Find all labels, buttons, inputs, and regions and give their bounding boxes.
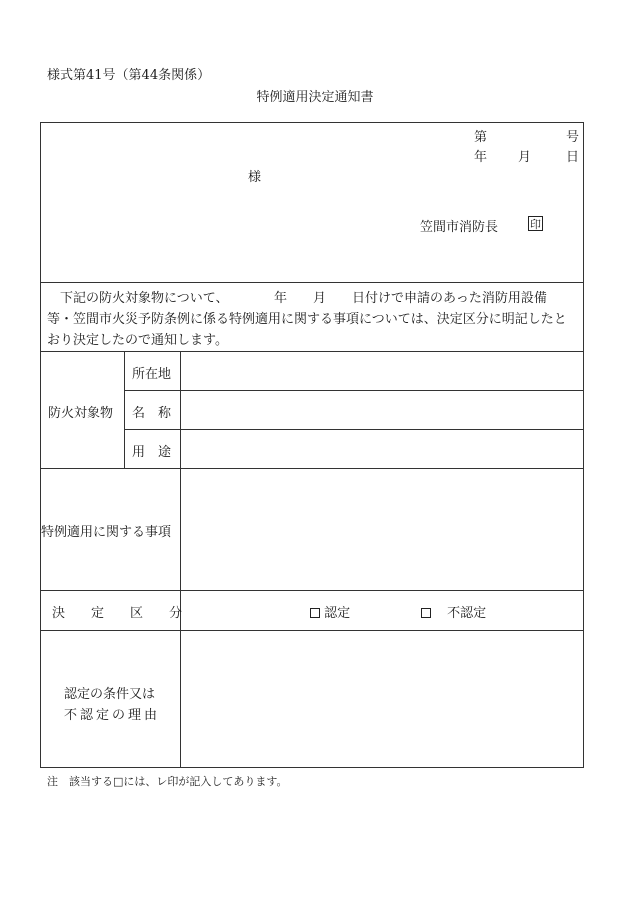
- divider-target-sub: [124, 351, 125, 468]
- seal-mark: 印: [530, 218, 541, 231]
- usage-label: 用 途: [132, 445, 172, 460]
- target-label: 防火対象物: [48, 406, 114, 421]
- decision-label: 決 定 区 分: [52, 606, 183, 621]
- recipient-honorific: 様: [248, 170, 262, 185]
- approve-label: 認定: [324, 606, 351, 621]
- form-number: 様式第41号（第44条関係）: [47, 68, 211, 83]
- reject-label: 不認定: [447, 606, 487, 621]
- condition-label-line-2: 不認定の理由: [64, 708, 161, 723]
- date-year: 年: [474, 150, 488, 165]
- footnote: 注 該当する□には、レ印が記入してあります。: [47, 775, 288, 788]
- location-label: 所在地: [132, 367, 172, 382]
- document-title: 特例適用決定通知書: [256, 90, 374, 105]
- approve-checkbox[interactable]: [310, 608, 320, 618]
- date-month: 月: [518, 150, 532, 165]
- notice-number-prefix: 第: [474, 130, 488, 145]
- condition-field[interactable]: [181, 631, 583, 767]
- issuer-name: 笠間市消防長: [420, 220, 499, 235]
- notice-body: [47, 288, 585, 351]
- date-day: 日: [566, 150, 580, 165]
- name-label: 名 称: [132, 406, 172, 421]
- reject-checkbox[interactable]: [421, 608, 431, 618]
- reject-option[interactable]: [421, 602, 486, 621]
- location-field[interactable]: [181, 352, 583, 390]
- divider-special-bottom: [40, 590, 584, 591]
- name-field[interactable]: [181, 391, 583, 429]
- divider-header-bottom: [40, 282, 584, 283]
- notice-body-line-2: 等・笠間市火災予防条例に係る特例適用に関する事項については、決定区分に明記したと: [47, 312, 567, 327]
- notice-body-line-3: おり決定したので通知します。: [47, 333, 228, 348]
- notice-number-suffix: 号: [566, 130, 580, 145]
- special-items-field[interactable]: [181, 469, 583, 590]
- usage-field[interactable]: [181, 430, 583, 468]
- notice-body-line-1: 下記の防火対象物について、 年 月 日付けで申請のあった消防用設備: [60, 291, 547, 306]
- condition-label-line-1: 認定の条件又は: [64, 687, 156, 702]
- approve-option[interactable]: [310, 602, 350, 621]
- special-items-label: 特例適用に関する事項: [41, 525, 172, 540]
